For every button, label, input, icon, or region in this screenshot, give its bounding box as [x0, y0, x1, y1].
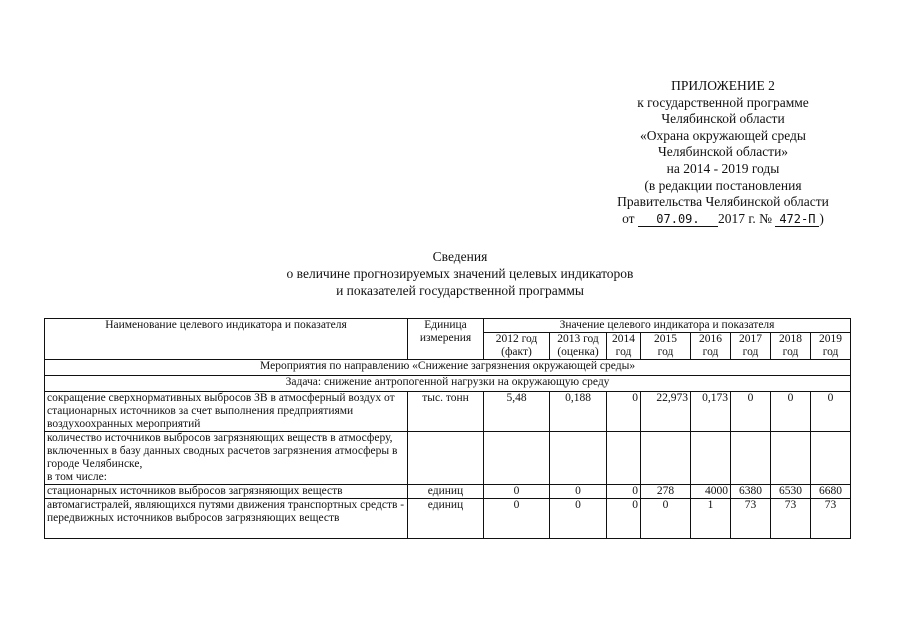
appendix-line: к государственной программе [637, 94, 809, 110]
heading-line-3: и показателей государственной программы [336, 283, 584, 298]
heading-line-2: о величине прогнозируемых значений целевых индикаторов [286, 266, 634, 281]
cell-value: 0,173 [691, 392, 731, 432]
cell-value [691, 432, 731, 485]
cell-value: 22,973 [641, 392, 691, 432]
cell-value: 6530 [771, 485, 811, 499]
cell-value: 0 [607, 499, 641, 539]
cell-value [771, 432, 811, 485]
cell-value: 73 [811, 499, 851, 539]
heading-line-1: Сведения [432, 249, 488, 264]
cell-value: 73 [731, 499, 771, 539]
cell-value: 4000 [691, 485, 731, 499]
header-year: 2014 год [607, 333, 641, 360]
closing-paren: ) [819, 210, 824, 226]
row-unit [408, 432, 484, 485]
indicators-table [44, 318, 851, 539]
cell-value [811, 432, 851, 485]
cell-value: 0 [607, 392, 641, 432]
row-name: количество источников выбросов загрязняющих веществ в атмосферу, включенных в базу данных сводных расчетов загрязнения атмосферы в городе Челябинске, в том числе: [45, 432, 408, 485]
row-name: автомагистралей, являющихся путями движения транспортных средств - передвижных источников выбросов загрязняющих веществ [45, 499, 408, 539]
row-name: стационарных источников выбросов загрязняющих веществ [45, 485, 408, 499]
cell-value: 5,48 [484, 392, 550, 432]
document-heading [210, 248, 710, 299]
cell-value: 6680 [811, 485, 851, 499]
cell-value [641, 432, 691, 485]
appendix-line: «Охрана окружающей среды [640, 127, 806, 143]
cell-value: 73 [771, 499, 811, 539]
cell-value: 0 [484, 499, 550, 539]
cell-value: 0 [731, 392, 771, 432]
cell-value: 0 [771, 392, 811, 432]
appendix-block [598, 78, 848, 227]
table-row [45, 485, 851, 499]
section-row: Мероприятия по направлению «Снижение загрязнения окружающей среды» [45, 360, 851, 376]
header-year: 2015 год [641, 333, 691, 360]
header-unit: Единица измерения [408, 319, 484, 360]
number-value: 472-П [775, 213, 819, 227]
header-year: 2017 год [731, 333, 771, 360]
cell-value: 0 [550, 485, 607, 499]
cell-value [731, 432, 771, 485]
row-unit: тыс. тонн [408, 392, 484, 432]
appendix-line: Челябинской области [661, 111, 785, 127]
cell-value [484, 432, 550, 485]
cell-value: 0 [811, 392, 851, 432]
cell-value: 0,188 [550, 392, 607, 432]
appendix-title: ПРИЛОЖЕНИЕ 2 [671, 78, 775, 93]
appendix-line: (в редакции постановления [644, 177, 802, 193]
cell-value: 1 [691, 499, 731, 539]
header-year: 2013 год (оценка) [550, 333, 607, 360]
cell-value: 0 [550, 499, 607, 539]
appendix-line: Челябинской области» [657, 144, 789, 160]
cell-value: 0 [607, 485, 641, 499]
table-row [45, 392, 851, 432]
header-name: Наименование целевого индикатора и показателя [45, 319, 408, 360]
appendix-date-line [598, 211, 848, 228]
table-row [45, 499, 851, 539]
header-year: 2018 год [771, 333, 811, 360]
table-row [45, 432, 851, 485]
row-name: сокращение сверхнормативных выбросов ЗВ в атмосферный воздух от стационарных источников за счет выполнения предприятиями воздухоохранных мероприятий [45, 392, 408, 432]
date-prefix: от [622, 210, 635, 226]
date-suffix: 2017 г. № [717, 210, 772, 226]
cell-value [607, 432, 641, 485]
header-year: 2019 год [811, 333, 851, 360]
date-value: 07.09. [638, 213, 718, 227]
cell-value: 0 [484, 485, 550, 499]
row-unit: единиц [408, 485, 484, 499]
appendix-line: Правительства Челябинской области [617, 194, 829, 210]
header-year: 2016 год [691, 333, 731, 360]
cell-value: 278 [641, 485, 691, 499]
cell-value: 6380 [731, 485, 771, 499]
appendix-line: на 2014 - 2019 годы [666, 160, 780, 176]
header-year: 2012 год (факт) [484, 333, 550, 360]
task-row: Задача: снижение антропогенной нагрузки на окружающую среду [45, 376, 851, 392]
row-unit: единиц [408, 499, 484, 539]
header-values-title: Значение целевого индикатора и показателя [484, 319, 851, 333]
cell-value: 0 [641, 499, 691, 539]
cell-value [550, 432, 607, 485]
